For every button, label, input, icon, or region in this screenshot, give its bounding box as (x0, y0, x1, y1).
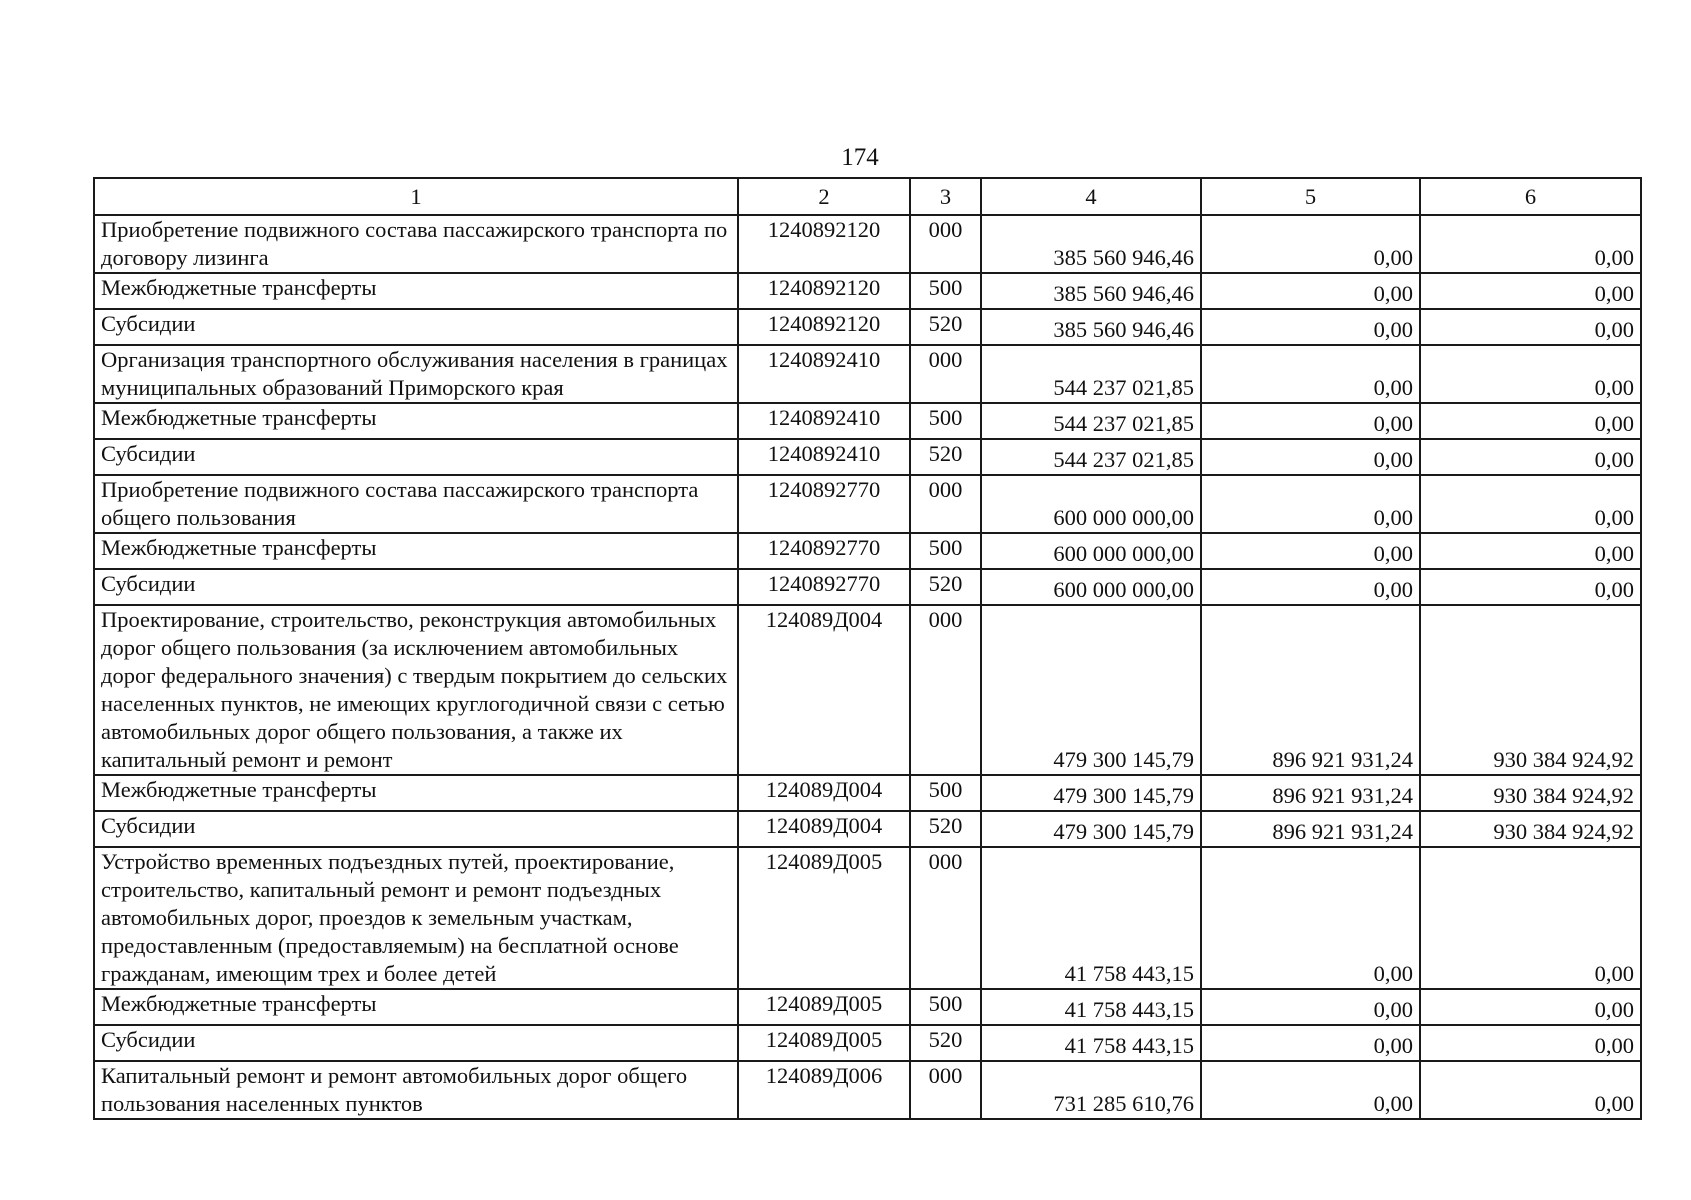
row-value-5: 0,00 (1201, 989, 1420, 1025)
row-value-6: 930 384 924,92 (1420, 605, 1641, 775)
row-value-5: 0,00 (1201, 309, 1420, 345)
budget-table (93, 177, 1642, 1120)
row-code: 1240892410 (738, 345, 910, 403)
table-row (94, 533, 1641, 569)
row-type: 520 (910, 1025, 981, 1061)
row-name: Субсидии (94, 309, 738, 345)
header-col-6: 6 (1420, 178, 1641, 215)
row-code: 1240892410 (738, 439, 910, 475)
row-type: 000 (910, 847, 981, 989)
row-value-5: 0,00 (1201, 1025, 1420, 1061)
row-name: Межбюджетные трансферты (94, 533, 738, 569)
table-row (94, 273, 1641, 309)
row-value-4: 544 237 021,85 (981, 403, 1201, 439)
row-value-6: 0,00 (1420, 345, 1641, 403)
header-col-5: 5 (1201, 178, 1420, 215)
row-value-4: 41 758 443,15 (981, 989, 1201, 1025)
row-value-4: 544 237 021,85 (981, 345, 1201, 403)
table-row (94, 569, 1641, 605)
row-name: Устройство временных подъездных путей, проектирование, строительство, капитальный ремонт и ремонт подъездных автомобильных дорог, проездов к земельным участкам, предоставленным (предоставляемым) на бесплатной основе гражданам, имеющим трех и более детей (94, 847, 738, 989)
row-type: 000 (910, 1061, 981, 1119)
row-code: 1240892120 (738, 273, 910, 309)
header-col-4: 4 (981, 178, 1201, 215)
row-name: Субсидии (94, 439, 738, 475)
table-header-row (94, 178, 1641, 215)
table-row (94, 403, 1641, 439)
row-name: Субсидии (94, 811, 738, 847)
row-type: 000 (910, 475, 981, 533)
row-value-6: 0,00 (1420, 475, 1641, 533)
row-value-6: 0,00 (1420, 273, 1641, 309)
row-code: 1240892770 (738, 475, 910, 533)
row-code: 1240892120 (738, 309, 910, 345)
row-type: 000 (910, 605, 981, 775)
row-value-4: 600 000 000,00 (981, 533, 1201, 569)
row-code: 124089Д004 (738, 811, 910, 847)
table-row (94, 775, 1641, 811)
table-row (94, 439, 1641, 475)
table-row (94, 475, 1641, 533)
row-value-5: 896 921 931,24 (1201, 775, 1420, 811)
row-value-6: 0,00 (1420, 309, 1641, 345)
row-value-5: 0,00 (1201, 215, 1420, 273)
table-row (94, 309, 1641, 345)
row-type: 500 (910, 273, 981, 309)
row-type: 500 (910, 533, 981, 569)
row-value-4: 385 560 946,46 (981, 215, 1201, 273)
row-type: 520 (910, 811, 981, 847)
row-code: 124089Д004 (738, 775, 910, 811)
row-value-6: 0,00 (1420, 847, 1641, 989)
table-row (94, 847, 1641, 989)
row-value-6: 0,00 (1420, 215, 1641, 273)
row-value-5: 0,00 (1201, 847, 1420, 989)
row-value-6: 0,00 (1420, 439, 1641, 475)
row-value-4: 479 300 145,79 (981, 605, 1201, 775)
row-value-4: 600 000 000,00 (981, 475, 1201, 533)
row-name: Межбюджетные трансферты (94, 403, 738, 439)
row-code: 1240892410 (738, 403, 910, 439)
row-type: 520 (910, 309, 981, 345)
row-value-6: 0,00 (1420, 1061, 1641, 1119)
row-value-4: 600 000 000,00 (981, 569, 1201, 605)
row-value-4: 385 560 946,46 (981, 309, 1201, 345)
row-code: 1240892770 (738, 569, 910, 605)
row-name: Межбюджетные трансферты (94, 989, 738, 1025)
row-code: 124089Д005 (738, 847, 910, 989)
row-type: 000 (910, 215, 981, 273)
row-value-5: 0,00 (1201, 403, 1420, 439)
row-name: Межбюджетные трансферты (94, 775, 738, 811)
row-value-5: 0,00 (1201, 439, 1420, 475)
row-value-5: 896 921 931,24 (1201, 605, 1420, 775)
row-name: Капитальный ремонт и ремонт автомобильных дорог общего пользования населенных пунктов (94, 1061, 738, 1119)
row-code: 1240892770 (738, 533, 910, 569)
row-name: Межбюджетные трансферты (94, 273, 738, 309)
row-value-4: 41 758 443,15 (981, 1025, 1201, 1061)
row-value-4: 479 300 145,79 (981, 775, 1201, 811)
row-value-4: 544 237 021,85 (981, 439, 1201, 475)
table-row (94, 989, 1641, 1025)
row-type: 000 (910, 345, 981, 403)
table-row (94, 1061, 1641, 1119)
table-row (94, 1025, 1641, 1061)
table-row (94, 345, 1641, 403)
row-value-6: 0,00 (1420, 569, 1641, 605)
row-value-6: 0,00 (1420, 533, 1641, 569)
row-value-6: 930 384 924,92 (1420, 775, 1641, 811)
row-value-4: 479 300 145,79 (981, 811, 1201, 847)
row-value-5: 0,00 (1201, 569, 1420, 605)
row-name: Приобретение подвижного состава пассажирского транспорта общего пользования (94, 475, 738, 533)
row-value-5: 0,00 (1201, 533, 1420, 569)
row-value-5: 0,00 (1201, 475, 1420, 533)
header-col-3: 3 (910, 178, 981, 215)
row-value-5: 0,00 (1201, 273, 1420, 309)
row-value-6: 0,00 (1420, 1025, 1641, 1061)
row-value-5: 0,00 (1201, 345, 1420, 403)
row-value-5: 896 921 931,24 (1201, 811, 1420, 847)
row-name: Организация транспортного обслуживания населения в границах муниципальных образований Приморского края (94, 345, 738, 403)
header-col-2: 2 (738, 178, 910, 215)
table-row (94, 215, 1641, 273)
row-code: 124089Д005 (738, 1025, 910, 1061)
row-value-5: 0,00 (1201, 1061, 1420, 1119)
row-name: Проектирование, строительство, реконструкция автомобильных дорог общего пользования (за исключением автомобильных дорог федерального значения) с твердым покрытием до сельских населенных пунктов, не имеющих круглогодичной связи с сетью автомобильных дорог общего пользования, а также их капитальный ремонт и ремонт (94, 605, 738, 775)
row-code: 124089Д004 (738, 605, 910, 775)
header-col-1: 1 (94, 178, 738, 215)
row-type: 520 (910, 569, 981, 605)
row-code: 124089Д006 (738, 1061, 910, 1119)
row-value-4: 731 285 610,76 (981, 1061, 1201, 1119)
table-row (94, 605, 1641, 775)
row-type: 500 (910, 775, 981, 811)
row-value-6: 0,00 (1420, 403, 1641, 439)
row-code: 1240892120 (738, 215, 910, 273)
row-name: Субсидии (94, 569, 738, 605)
row-value-4: 385 560 946,46 (981, 273, 1201, 309)
table-row (94, 811, 1641, 847)
row-name: Субсидии (94, 1025, 738, 1061)
row-name: Приобретение подвижного состава пассажирского транспорта по договору лизинга (94, 215, 738, 273)
row-code: 124089Д005 (738, 989, 910, 1025)
row-type: 500 (910, 989, 981, 1025)
row-type: 500 (910, 403, 981, 439)
page-number: 174 (841, 144, 879, 171)
row-type: 520 (910, 439, 981, 475)
row-value-6: 930 384 924,92 (1420, 811, 1641, 847)
row-value-6: 0,00 (1420, 989, 1641, 1025)
row-value-4: 41 758 443,15 (981, 847, 1201, 989)
